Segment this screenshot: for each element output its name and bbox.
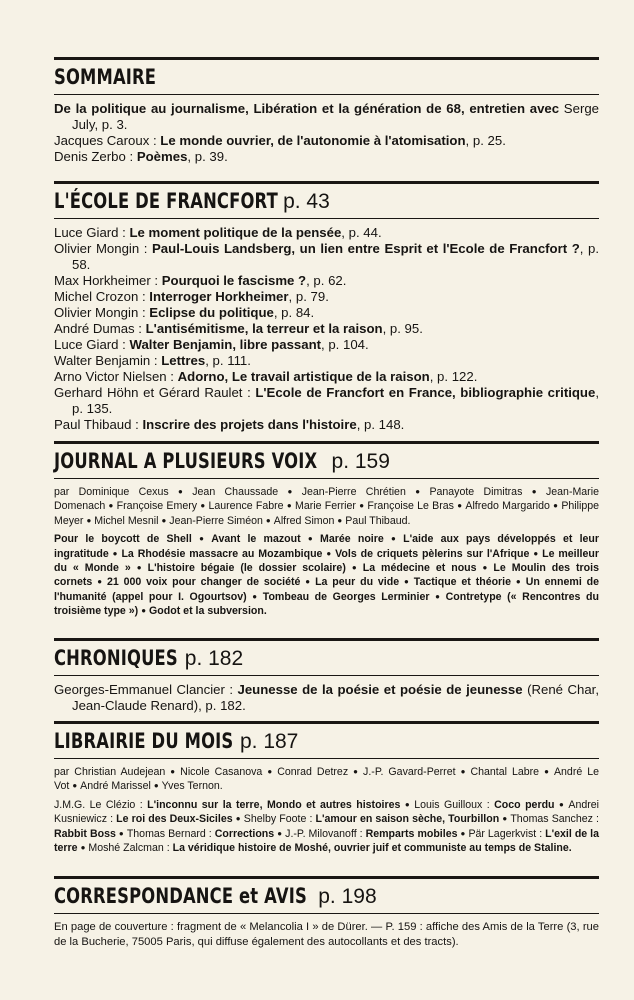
entry-author: Gerhard Höhn et Gérard Raulet :	[54, 385, 256, 400]
author-name: Françoise Emery	[116, 500, 198, 513]
bullet-icon: ●	[358, 501, 365, 511]
entry-page: , p. 25.	[465, 133, 506, 148]
author-name: Dominique Cexus	[78, 486, 169, 498]
author-name: Laurence Fabre	[208, 500, 284, 513]
review-title: La véridique histoire de Moshé, ouvrier juif et communiste au temps de Staline.	[172, 842, 572, 855]
topic-item: La Rhodésie massacre au Mozambique	[121, 547, 323, 560]
topic-item: La médecine et nous	[362, 562, 477, 575]
entry-page: , p. 58.	[72, 241, 600, 272]
bullet-icon: ●	[281, 487, 299, 496]
toc-entry	[54, 149, 599, 165]
review-title: Coco perdu	[494, 798, 555, 811]
review-author: Pär Lagerkvist :	[468, 827, 546, 840]
section-sommaire	[54, 57, 599, 165]
topic-item: Avant le mazout	[211, 533, 301, 546]
toc-entry	[54, 385, 599, 417]
toc-entry	[54, 225, 599, 241]
entry-page: , p. 122.	[429, 369, 478, 384]
bullet-icon: ●	[161, 515, 167, 525]
entry-title: Le moment politique de la pensée	[129, 225, 342, 240]
author-name: J.-P. Gavard-Perret	[363, 766, 456, 778]
entry-title: Inscrire des projets dans l'histoire	[142, 417, 357, 432]
bullet-icon: ●	[235, 814, 241, 824]
bullet-icon: ●	[277, 828, 283, 838]
entry-title: Lettres	[161, 353, 206, 368]
review-author: Thomas Bernard :	[126, 827, 215, 840]
review-author: J.M.G. Le Clézio :	[54, 798, 148, 811]
review-title: Le roi des Deux-Siciles	[116, 813, 233, 826]
section-heading	[54, 184, 599, 218]
section-title: JOURNAL A PLUSIEURS VOIX	[54, 449, 318, 473]
bullet-icon: ●	[194, 534, 209, 544]
author-name: Marie Ferrier	[295, 500, 356, 513]
entry-author: Jacques Caroux :	[54, 133, 161, 148]
author-name: Alfredo Margarido	[465, 500, 550, 513]
bullet-icon: ●	[403, 799, 412, 809]
entry-author: Olivier Mongin :	[54, 305, 150, 320]
bullet-icon: ●	[542, 767, 551, 776]
review-author: Andrei Kusniewicz :	[54, 798, 600, 826]
bullet-icon: ●	[86, 515, 92, 525]
section-librairie-du-mois	[54, 721, 599, 855]
section-title-rest: et AVIS	[233, 884, 307, 908]
entry-list	[54, 101, 599, 165]
entry-page: , p. 44.	[341, 225, 382, 240]
toc-entry	[54, 273, 599, 289]
topic-list	[54, 532, 599, 618]
entry-page: , p. 104.	[321, 337, 369, 352]
bullet-icon: ●	[303, 534, 318, 544]
review-list	[54, 798, 599, 856]
entry-list	[54, 682, 599, 714]
entry-page: , p. 62.	[306, 273, 347, 288]
entry-author: Luce Giard :	[54, 225, 130, 240]
bullet-icon: ●	[456, 501, 463, 511]
author-name: Jean-Pierre Chrétien	[301, 486, 406, 498]
section-journal-a-plusieurs-voix	[54, 441, 599, 619]
section-title	[54, 879, 307, 913]
author-name: Françoise Le Bras	[367, 500, 454, 513]
bullet-icon: ●	[200, 501, 206, 511]
topic-item: L'histoire bégaie (le dossier scolaire)	[147, 562, 346, 575]
section-correspondance-et-avis	[54, 876, 599, 949]
topic-item: 21 000 voix pour changer de société	[106, 576, 301, 589]
bullet-icon: ●	[171, 487, 190, 496]
entry-title: De la politique au journalisme, Libération et la génération de 68, entretien avec	[54, 101, 560, 116]
entry-author: Denis Zerbo :	[54, 149, 137, 164]
entry-author: Michel Crozon :	[54, 289, 150, 304]
bullet-icon: ●	[402, 577, 411, 587]
section-heading	[54, 444, 599, 478]
topic-item: La peur du vide	[315, 576, 400, 589]
section-page: p. 187	[239, 730, 299, 753]
author-name: Jean Chaussade	[192, 486, 279, 498]
author-name: André Le Vot	[54, 766, 599, 793]
toc-entry	[54, 369, 599, 385]
bullet-icon: ●	[72, 781, 78, 791]
topic-item: Tactique et théorie	[413, 576, 512, 589]
entry-title: L'antisémitisme, la terreur et la raison	[145, 321, 383, 336]
bullet-icon: ●	[337, 515, 343, 525]
entry-author: Georges-Emmanuel Clancier :	[54, 682, 238, 697]
topic-item: Le Moulin des trois cornets	[54, 562, 599, 589]
section-heading	[54, 879, 599, 913]
section-page: p. 43	[283, 190, 330, 213]
author-list	[54, 765, 599, 794]
bullet-icon: ●	[141, 606, 147, 616]
bullet-icon: ●	[351, 767, 361, 776]
bullet-icon: ●	[408, 487, 427, 496]
entry-title: Poèmes	[136, 149, 188, 164]
topic-item: Un ennemi de l'humanité (appel pour I. Ogourtsov)	[54, 576, 599, 603]
bullet-icon: ●	[111, 548, 119, 558]
entry-title: Paul-Louis Landsberg, un lien entre Esprit et l'Ecole de Francfort ?	[152, 241, 580, 256]
entry-page: , p. 148.	[356, 417, 405, 432]
divider	[54, 478, 599, 479]
section-title: L'ÉCOLE DE FRANCFORT	[54, 189, 278, 213]
topic-item: Contretype (« Rencontres du troisième type »)	[54, 590, 599, 618]
review-author: Moshé Zalcman :	[88, 842, 173, 855]
review-title: Corrections	[214, 827, 275, 840]
author-name: Jean-Pierre Siméon	[169, 514, 263, 527]
section-title: LIBRAIRIE DU MOIS	[54, 729, 234, 753]
cover-note: En page de couverture : fragment de « Melancolia I » de Dürer. — P. 159 : affiche des Amis de la Terre (3, rue de la Bucherie, 75005 Paris, qui diffuse également des autocollants et des tracts).	[54, 921, 599, 948]
entry-title: Le monde ouvrier, de l'autonomie à l'atomisation	[160, 133, 466, 148]
review-author: Thomas Sanchez :	[510, 813, 599, 826]
toc-entry	[54, 305, 599, 321]
entry-page: (René Char, Jean-Claude Renard), p. 182.	[72, 682, 599, 713]
section-page: p. 198	[318, 885, 377, 908]
bullet-icon: ●	[386, 534, 401, 544]
bullet-icon: ●	[303, 577, 313, 587]
topic-item: Godot et la subversion.	[149, 605, 267, 618]
entry-page: , p. 39.	[187, 149, 228, 164]
bullet-icon: ●	[168, 767, 178, 776]
bullet-icon: ●	[325, 548, 333, 558]
review-author: Shelby Foote :	[243, 813, 316, 826]
entry-page: , p. 111.	[205, 353, 251, 368]
entry-author: Walter Benjamin :	[54, 353, 162, 368]
toc-entry	[54, 417, 599, 433]
bullet-icon: ●	[286, 501, 293, 511]
review-title: L'inconnu sur la terre, Mondo et autres histoires	[147, 798, 401, 811]
author-name: Nicole Casanova	[180, 766, 263, 778]
toc-entry	[54, 321, 599, 337]
entry-author: Arno Victor Nielsen :	[54, 369, 178, 384]
review-author: J.-P. Milovanoff :	[285, 827, 366, 840]
author-list	[54, 485, 599, 528]
entry-title: Interroger Horkheimer	[149, 289, 289, 304]
author-name: Philippe Meyer	[54, 500, 600, 527]
section-ecole-de-francfort	[54, 181, 599, 433]
toc-entry	[54, 682, 599, 714]
review-title: Rabbit Boss	[54, 827, 116, 840]
bullet-icon: ●	[118, 828, 124, 838]
entry-author: Olivier Mongin :	[54, 241, 153, 256]
topic-item: Le meilleur du « Monde »	[54, 547, 599, 575]
bullet-icon: ●	[249, 591, 260, 601]
entry-title: Adorno, Le travail artistique de la raison	[177, 369, 430, 384]
review-title: L'amour en saison sèche, Tourbillon	[315, 813, 500, 826]
entry-author: André Dumas :	[54, 321, 146, 336]
author-name: Alfred Simon	[273, 514, 335, 527]
section-page: p. 182	[184, 647, 244, 670]
bullet-icon: ●	[432, 591, 443, 601]
entry-page: , p. 95.	[382, 321, 423, 336]
entry-author: Luce Giard :	[54, 337, 130, 352]
section-title-caps: CORRESPONDANCE	[54, 884, 234, 908]
section-heading	[54, 724, 599, 758]
bullet-icon: ●	[95, 577, 104, 587]
bullet-icon: ●	[502, 814, 508, 824]
toc-entry	[54, 101, 599, 133]
section-title: SOMMAIRE	[54, 65, 157, 89]
section-heading	[54, 60, 599, 94]
toc-entry	[54, 289, 599, 305]
topic-item: L'aide aux pays développés et leur ingratitude	[54, 533, 600, 560]
bullet-icon: ●	[514, 577, 523, 587]
entry-title: Walter Benjamin, libre passant	[129, 337, 322, 352]
entry-title: Eclipse du politique	[149, 305, 274, 320]
author-name: Christian Audejean	[74, 766, 166, 778]
review-title: Remparts mobiles	[365, 827, 458, 840]
bullet-icon: ●	[153, 781, 159, 791]
entry-page: , p. 135.	[72, 385, 599, 416]
bullet-icon: ●	[479, 563, 491, 573]
entry-title: Pourquoi le fascisme ?	[161, 273, 307, 288]
bullet-icon: ●	[265, 767, 275, 776]
topic-item: Marée noire	[320, 533, 384, 546]
topic-item: Tombeau de Georges Lerminier	[262, 590, 430, 603]
author-name: André Marissel	[80, 780, 151, 793]
section-chroniques	[54, 638, 599, 714]
section-heading	[54, 641, 599, 675]
entry-list	[54, 225, 599, 433]
entry-page: , p. 79.	[288, 289, 329, 304]
entry-author: Paul Thibaud :	[54, 417, 143, 432]
entry-author: Max Horkheimer :	[54, 273, 162, 288]
bullet-icon: ●	[265, 515, 271, 525]
entry-page: Serge July, p. 3.	[72, 101, 599, 132]
by-label: par	[54, 486, 79, 498]
divider	[54, 94, 599, 95]
bullet-icon: ●	[108, 501, 114, 511]
author-name: Chantal Labre	[470, 766, 540, 778]
review-title: L'exil de la terre	[54, 827, 600, 855]
bullet-icon: ●	[460, 828, 466, 838]
entry-page: , p. 84.	[273, 305, 315, 320]
toc-entry	[54, 353, 599, 369]
bullet-icon: ●	[552, 501, 559, 511]
bullet-icon: ●	[532, 548, 540, 558]
entry-title: L'Ecole de Francfort en France, bibliographie critique	[255, 385, 596, 400]
bullet-icon: ●	[557, 799, 566, 809]
bullet-icon: ●	[80, 843, 86, 853]
section-title: CHRONIQUES	[54, 646, 178, 670]
divider	[54, 758, 599, 759]
topic-item: Pour le boycott de Shell	[54, 533, 192, 546]
bullet-icon: ●	[458, 767, 468, 776]
divider	[54, 675, 599, 676]
by-label: par	[54, 766, 75, 778]
entry-title: Jeunesse de la poésie et poésie de jeunesse	[237, 682, 523, 697]
author-name: Yves Ternon.	[161, 780, 223, 793]
author-name: Paul Thibaud.	[345, 514, 411, 527]
section-page: p. 159	[331, 450, 390, 473]
author-name: Conrad Detrez	[277, 766, 349, 778]
author-name: Panayote Dimitras	[429, 486, 523, 498]
author-name: Jean-Marie Domenach	[54, 486, 599, 513]
bullet-icon: ●	[348, 563, 360, 573]
toc-entry	[54, 337, 599, 353]
bullet-icon: ●	[133, 563, 145, 573]
bullet-icon: ●	[525, 487, 543, 496]
review-author: Louis Guilloux :	[414, 798, 495, 811]
author-name: Michel Mesnil	[94, 514, 159, 527]
toc-entry	[54, 133, 599, 149]
toc-entry	[54, 241, 599, 273]
topic-item: Vols de criquets pèlerins sur l'Afrique	[335, 547, 530, 560]
